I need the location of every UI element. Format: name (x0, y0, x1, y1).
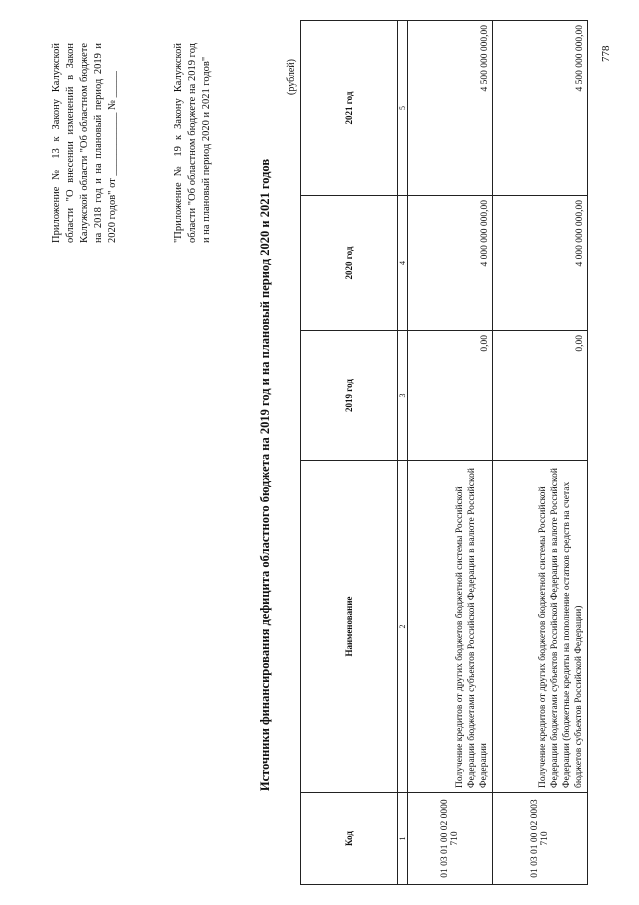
value-2019: 0,00 (408, 331, 493, 461)
row-code: 01 03 01 00 02 0003 710 (493, 793, 588, 885)
header-code: Код (301, 793, 398, 885)
header-2019: 2019 год (301, 331, 398, 461)
financing-table (300, 20, 588, 885)
value-2020: 4 000 000 000,00 (493, 196, 588, 331)
header-name: Наименование (301, 461, 398, 793)
row-name: Получение кредитов от других бюджетов бюджетной системы Российской Федерации бюджетами субъектов Российской Федерации в валюте Российской Федерации (бюджетные кредиты на пополнение остатков средств на счетах бюджетов субъектов Российской Федерации) (493, 461, 588, 793)
annex-subheader: "Приложение № 19 к Закону Калужской области "Об областном бюджете на 2019 год и на плановый период 2020 и 2021 годов" (173, 43, 212, 243)
column-number: 1 (398, 793, 408, 885)
column-number-row (398, 21, 408, 885)
table-row (408, 21, 493, 885)
page-number: 778 (600, 45, 612, 62)
column-number: 5 (398, 21, 408, 196)
column-number: 2 (398, 461, 408, 793)
value-2021: 4 500 000 000,00 (408, 21, 493, 196)
header-2020: 2020 год (301, 196, 398, 331)
value-2021: 4 500 000 000,00 (493, 21, 588, 196)
row-name: Получение кредитов от других бюджетов бюджетной системы Российской Федерации бюджетами субъектов Российской Федерации в валюте Российской Федерации (408, 461, 493, 793)
document-title: Источники финансирования дефицита областного бюджета на 2019 год и на плановый период 2020 и 2021 годов (258, 158, 272, 792)
table-header-row (301, 21, 398, 885)
column-number: 3 (398, 331, 408, 461)
table-row (493, 21, 588, 885)
column-number: 4 (398, 196, 408, 331)
row-code: 01 03 01 00 02 0000 710 (408, 793, 493, 885)
units-label: (рублей) (286, 58, 297, 95)
value-2020: 4 000 000 000,00 (408, 196, 493, 331)
annex-header: Приложение № 13 к Закону Калужской области "О внесении изменений в Закон Калужской области "Об областном бюджете на 2018 год и на плановый период 2019 и 2020 годов" от ____________ № _____ (51, 43, 118, 243)
header-2021: 2021 год (301, 21, 398, 196)
value-2019: 0,00 (493, 331, 588, 461)
